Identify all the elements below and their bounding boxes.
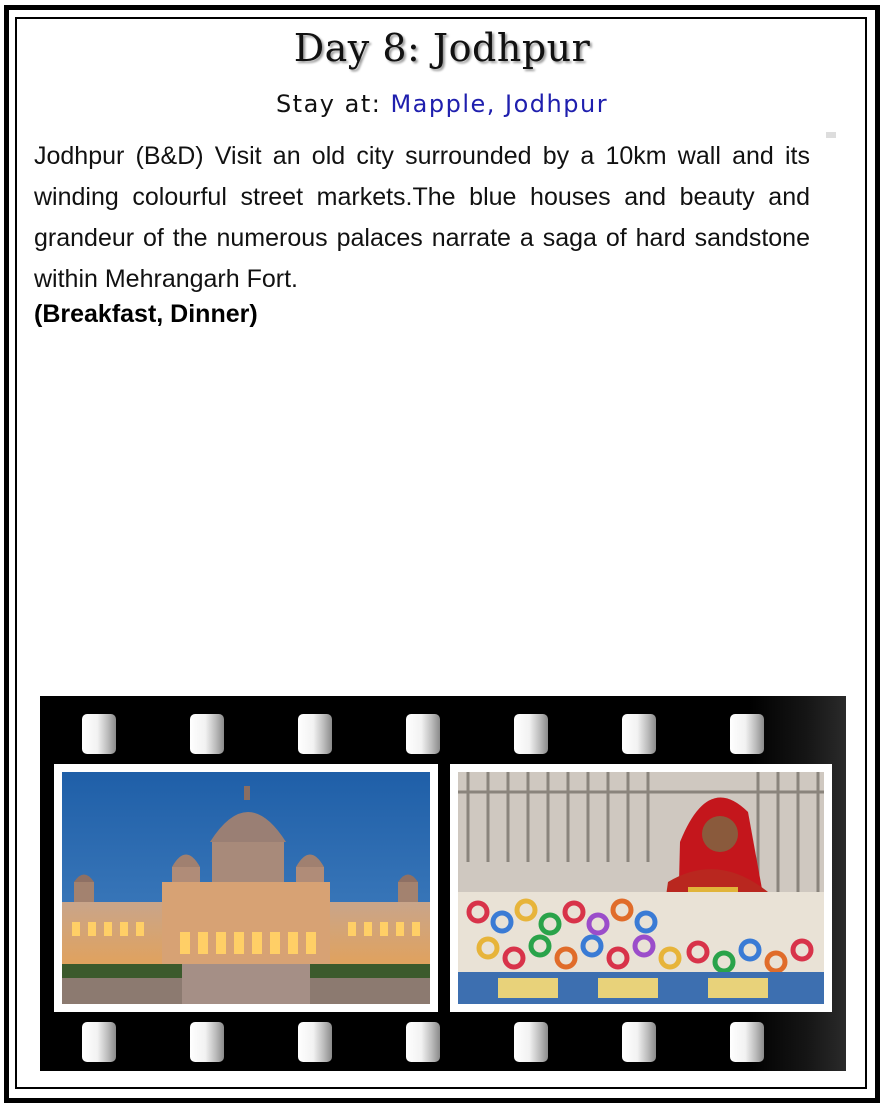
stay-label: Stay at: — [275, 90, 382, 118]
sprocket-hole — [406, 1022, 440, 1062]
day-description: Jodhpur (B&D) Visit an old city surrounded by a 10km wall and its winding colourful street markets.The blue houses and beauty and grandeur of the numerous palaces narrate a saga of hard sandstone within Mehrangarh Fort. — [34, 142, 810, 293]
sprocket-hole — [514, 1022, 548, 1062]
sprocket-hole — [298, 714, 332, 754]
palace-image — [62, 772, 430, 1004]
filmstrip — [40, 696, 846, 1071]
sprocket-hole — [190, 1022, 224, 1062]
sprocket-hole — [298, 1022, 332, 1062]
decorative-speck — [826, 132, 836, 138]
sprocket-hole — [730, 1022, 764, 1062]
sprocket-hole — [190, 714, 224, 754]
sprocket-hole — [82, 1022, 116, 1062]
sprocket-hole — [730, 714, 764, 754]
sprocket-hole — [622, 1022, 656, 1062]
sprocket-hole — [82, 714, 116, 754]
sprocket-hole — [514, 714, 548, 754]
sprocket-hole — [622, 714, 656, 754]
palace-photo — [54, 764, 438, 1012]
hotel-name: Mapple, Jodhpur — [390, 90, 609, 118]
page-title: Day 8: Jodhpur — [293, 26, 591, 70]
meals-included: (Breakfast, Dinner) — [34, 300, 258, 328]
market-image — [458, 772, 824, 1004]
sprocket-hole — [406, 714, 440, 754]
stay-line — [0, 90, 884, 118]
market-photo — [450, 764, 832, 1012]
